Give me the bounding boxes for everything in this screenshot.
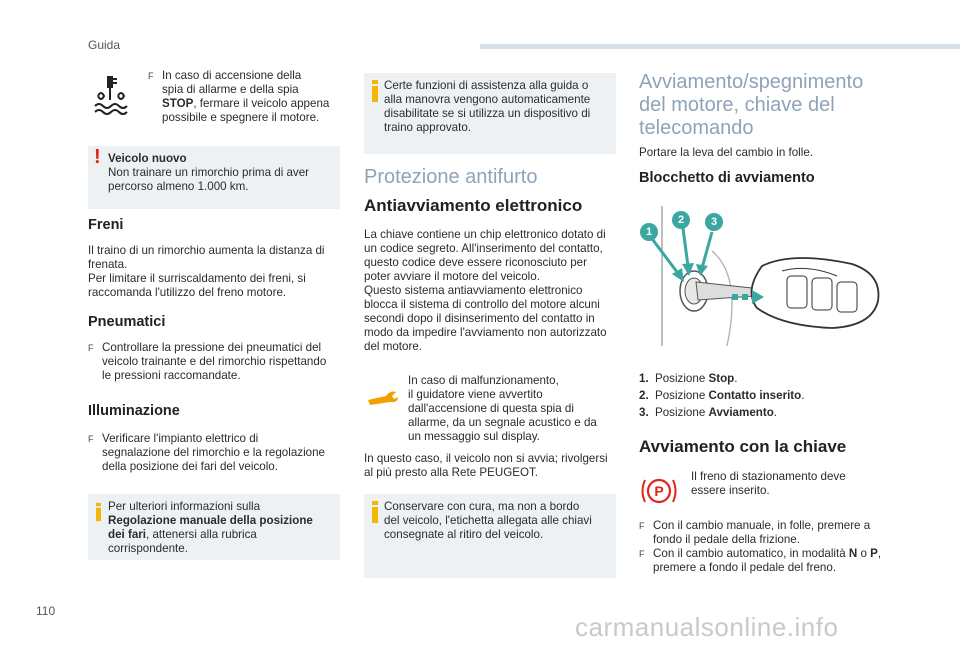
text-bold: Stop <box>708 372 735 385</box>
subsection-immobiliser: Antiavviamento elettronico <box>364 196 583 215</box>
text: Posizione <box>655 406 709 419</box>
lights-title: Illuminazione <box>88 403 180 419</box>
text-line: fondo il pedale della frizione. <box>653 533 800 546</box>
text-line: allarme, da un segnale acustico e da <box>408 416 597 429</box>
text-line: un codice segreto. All'inserimento del contatto, <box>364 242 603 255</box>
text-line: al più presto alla Rete PEUGEOT. <box>364 466 538 479</box>
info-box-assist <box>364 73 616 154</box>
text-line: frenata. <box>88 258 128 271</box>
info-icon <box>372 501 378 523</box>
text-line: Per ulteriori informazioni sulla <box>108 500 261 513</box>
text-bold: Contatto inserito <box>708 389 802 402</box>
text-line: questo codice deve essere riconosciuto per <box>364 256 587 269</box>
text-line: un messaggio sul display. <box>408 430 540 443</box>
title-line: Avviamento/spegnimento <box>639 71 864 93</box>
peugeot-text <box>364 452 619 480</box>
text-line: Questo sistema antiavviamento elettronico <box>364 284 583 297</box>
text-line: veicolo trainante e del rimorchio rispettando <box>102 355 327 368</box>
title-line: del motore, chiave del <box>639 94 835 116</box>
page-number: 110 <box>36 604 56 618</box>
text-line: del veicolo, l'etichetta allegata alle chiavi <box>384 514 592 527</box>
text-line: modo da impedire l'avviamento non autorizzato <box>364 326 607 339</box>
text: . <box>734 372 738 385</box>
brakes-title: Freni <box>88 217 124 233</box>
text-line: disabilitate se si utilizza un dispositivo di <box>384 107 591 120</box>
callout-3 <box>705 213 723 231</box>
text-line: Per limitare il surriscaldamento dei freni, si <box>88 272 306 285</box>
section-title-antitheft: Protezione antifurto <box>364 166 538 188</box>
text-line: Non trainare un rimorchio prima di aver <box>108 166 310 179</box>
list-item <box>639 389 899 403</box>
text-line: segnalazione del rimorchio e la regolazione <box>102 446 325 459</box>
text-line: della posizione dei fari del veicolo. <box>102 460 278 473</box>
info-icon <box>96 501 101 523</box>
callout-2 <box>672 211 690 229</box>
text-line: Il freno di stazionamento deve <box>691 470 846 483</box>
list-item <box>639 406 899 420</box>
stop-label: STOP <box>162 97 194 110</box>
brake-text <box>691 470 891 498</box>
bullet-marker: F <box>88 434 94 444</box>
text-line: traino approvato. <box>384 121 472 134</box>
text-line: blocca il sistema di controllo del motore alcuni <box>364 298 600 311</box>
text-line: secondi dopo il disinserimento del contatto in <box>364 312 595 325</box>
text-line: alla manovra vengono automaticamente <box>384 93 591 106</box>
text-line: Regolazione manuale della posizione <box>108 514 313 527</box>
callout-label: 2 <box>677 214 685 226</box>
text-bold: dei fari <box>108 528 147 541</box>
text-line: In caso di malfunzionamento, <box>408 374 559 387</box>
text-line: poter avviare il motore del veicolo. <box>364 270 540 283</box>
callout-label: 3 <box>710 216 718 228</box>
wrench-text <box>408 374 618 444</box>
bullet-marker: F <box>148 71 154 81</box>
text-line: , attenersi alla rubrica <box>146 528 257 541</box>
text: o <box>857 547 871 560</box>
text-bold: P <box>870 547 878 560</box>
text-line: Controllare la pressione dei pneumatici del <box>102 341 322 354</box>
oil-bullet <box>148 69 343 125</box>
list-number: 1. <box>639 372 649 385</box>
warning-icon: ! <box>94 146 101 168</box>
bullet-marker: F <box>88 343 94 353</box>
bullet-marker: F <box>639 521 645 531</box>
text-line: In questo caso, il veicolo non si avvia; rivolgersi <box>364 452 608 465</box>
info-box-headlights <box>88 494 340 560</box>
parking-brake-icon <box>640 475 678 507</box>
bullet-marker: F <box>639 549 645 559</box>
text-line: spia di allarme e della spia <box>162 83 299 96</box>
text-line: percorso almeno 1.000 km. <box>108 180 249 193</box>
svg-text:P: P <box>654 483 664 499</box>
text: . <box>801 389 805 402</box>
text-line: Conservare con cura, ma non a bordo <box>384 500 580 513</box>
section-label: Guida <box>88 38 121 52</box>
warning-box <box>88 146 340 209</box>
text: Posizione <box>655 389 709 402</box>
lights-bullet <box>88 432 343 474</box>
text-line: corrispondente. <box>108 542 188 555</box>
ignition-illustration <box>632 196 892 356</box>
list-number: 3. <box>639 406 649 419</box>
list-number: 2. <box>639 389 649 402</box>
text-line: In caso di accensione della <box>162 69 302 82</box>
text-line: , fermare il veicolo appena <box>193 97 330 110</box>
title-line: telecomando <box>639 117 754 139</box>
intro-text: Portare la leva del cambio in folle. <box>639 146 813 159</box>
text-line: essere inserito. <box>691 484 770 497</box>
positions-list <box>639 372 899 423</box>
text-line: Certe funzioni di assistenza alla guida o <box>384 79 589 92</box>
text-line: Il traino di un rimorchio aumenta la distanza di <box>88 244 325 257</box>
text-line: premere a fondo il pedale del freno. <box>653 561 837 574</box>
text-line: raccomanda l'utilizzo del freno motore. <box>88 286 287 299</box>
text-bold: Avviamento <box>708 406 774 419</box>
tyres-bullet <box>88 341 343 383</box>
start-bullets <box>639 519 909 575</box>
brakes-text <box>88 244 343 300</box>
oil-warning-icon <box>92 72 130 116</box>
warning-title: Veicolo nuovo <box>108 152 187 165</box>
info-icon <box>372 80 378 102</box>
list-item <box>639 372 899 386</box>
text-line: il guidatore viene avvertito <box>408 388 543 401</box>
text: , <box>877 547 882 560</box>
text-line: le pressioni raccomandate. <box>102 369 241 382</box>
text: Posizione <box>655 372 709 385</box>
watermark: carmanualsonline.info <box>575 612 839 642</box>
text: . <box>773 406 778 419</box>
text-line: dall'accensione di questa spia di <box>408 402 574 415</box>
text-line: La chiave contiene un chip elettronico dotato di <box>364 228 606 241</box>
callout-label: 1 <box>645 226 653 238</box>
text-line: possibile e spegnere il motore. <box>162 111 320 124</box>
ignition-title: Blocchetto di avviamento <box>639 170 815 186</box>
text-line: consegnate al ritiro del veicolo. <box>384 528 544 541</box>
text-line: Con il cambio manuale, in folle, premere a <box>653 519 871 532</box>
text-bold: N <box>848 547 858 560</box>
text: Con il cambio automatico, in modalità <box>653 547 849 560</box>
section-title-start <box>639 71 909 140</box>
info-box-label <box>364 494 616 578</box>
wrench-icon <box>366 388 400 406</box>
start-with-key-title: Avviamento con la chiave <box>639 437 847 456</box>
text-line: Verificare l'impianto elettrico di <box>102 432 259 445</box>
tyres-title: Pneumatici <box>88 314 166 330</box>
text-line: del motore. <box>364 340 422 353</box>
header-bar <box>480 44 960 49</box>
callout-1 <box>640 223 658 241</box>
immobiliser-text <box>364 228 619 354</box>
